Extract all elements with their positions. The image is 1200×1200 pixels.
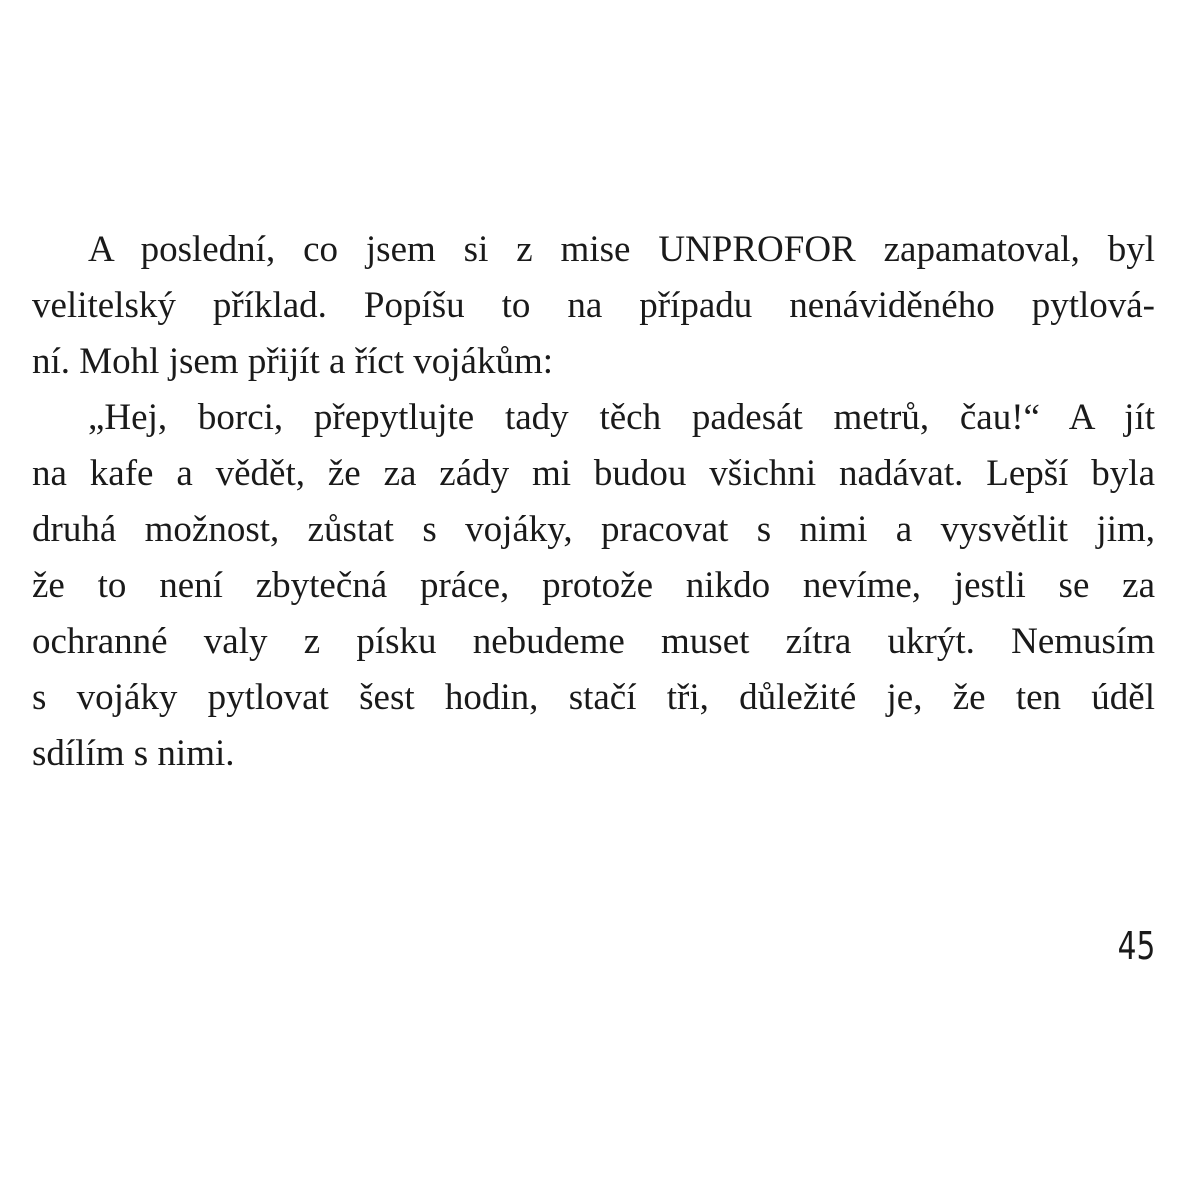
text-line: že to není zbytečná práce, protože nikdo nevíme, jestli se za xyxy=(32,565,1155,606)
page-number: 45 xyxy=(1117,924,1155,968)
text-line: „Hej, borci, přepytlujte tady těch padesát metrů, čau!“ A jít xyxy=(88,397,1155,438)
text-line: druhá možnost, zůstat s vojáky, pracovat s nimi a vysvětlit jim, xyxy=(32,509,1155,550)
text-line: sdílím s nimi. xyxy=(32,733,235,774)
text-line: velitelský příklad. Popíšu to na případu nenáviděného pytlová- xyxy=(32,285,1155,326)
text-line: na kafe a vědět, že za zády mi budou všichni nadávat. Lepší byla xyxy=(32,453,1155,494)
text-line: s vojáky pytlovat šest hodin, stačí tři, důležité je, že ten úděl xyxy=(32,677,1155,718)
body-text xyxy=(32,222,1155,782)
text-line: ochranné valy z písku nebudeme muset zítra ukrýt. Nemusím xyxy=(32,621,1155,662)
text-line: ní. Mohl jsem přijít a říct vojákům: xyxy=(32,341,554,382)
text-line: A poslední, co jsem si z mise UNPROFOR zapamatoval, byl xyxy=(88,229,1155,270)
